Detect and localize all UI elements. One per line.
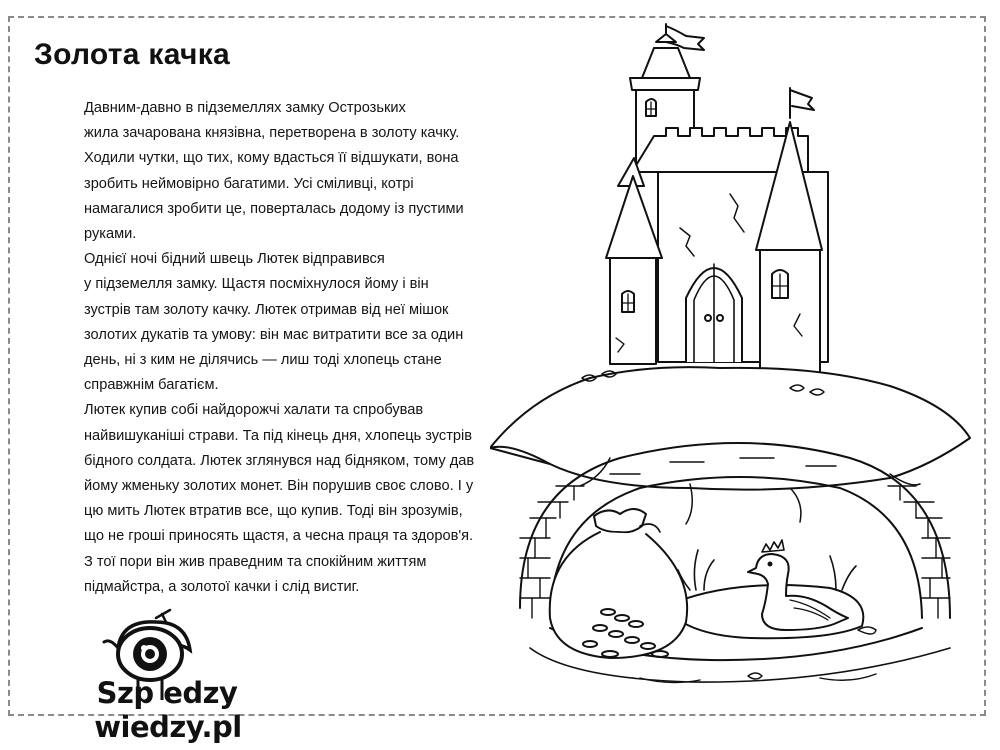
- text-line: Давним-давно в підземеллях замку Острозьких: [84, 100, 406, 116]
- text-line: у підземелля замку. Щастя посміхнулося йому і він: [84, 276, 429, 293]
- story-text: [34, 96, 475, 600]
- paragraph-3: [34, 398, 475, 600]
- text-line: руками.: [84, 226, 137, 243]
- text-line: Лютек купив собі найдорожчі халати та спробував: [84, 402, 424, 419]
- text-line: йому жменьку золотих монет. Він порушив своє слово. І у: [84, 478, 474, 495]
- logo-line-2: wiedzy.pl: [94, 710, 242, 744]
- text-line: бідного солдата. Лютек зглянувся над бідняком, тому дав: [84, 452, 475, 469]
- text-line: Однієї ночі бідний швець Лютек відправився: [84, 251, 385, 268]
- text-line: зустрів там золоту качку. Лютек отримав від неї мішок: [84, 301, 449, 318]
- text-line: найвишуканіші страви. Та під кінець дня, хлопець зустрів: [84, 427, 473, 444]
- text-line: що не гроші приносять щастя, а чесна праця та здоров'я.: [84, 528, 474, 545]
- bag-of-coins-icon: [550, 509, 687, 658]
- text-line: справжнім багатієм.: [84, 377, 219, 394]
- castle-icon: [606, 34, 828, 374]
- paragraph-1: [34, 96, 464, 247]
- text-line: жила зачарована князівна, перетворена в золоту качку.: [84, 125, 460, 142]
- szpiedzy-logo: [78, 608, 248, 748]
- text-line: Ходили чутки, що тих, кому вдасться її відшукати, вона: [84, 150, 459, 167]
- text-line: зробить неймовірно багатими. Усі сміливці, котрі: [84, 175, 414, 192]
- logo-line-1: Szp edzy: [96, 676, 238, 710]
- text-line: день, ні з ким не ділячись — лиш тоді хлопець стане: [84, 352, 442, 369]
- text-line: підмайстра, а золотої качки і слід вистиг.: [84, 578, 360, 595]
- castle-illustration: [490, 18, 980, 698]
- text-line: цю мить Лютек втратив все, що купив. Тоді він зрозумів,: [84, 503, 463, 520]
- page-title: Золота качка: [34, 38, 230, 71]
- text-line: намагалися зробити це, поверталась додому із пустими: [84, 200, 464, 217]
- paragraph-2: [34, 247, 464, 398]
- logo-wordmark: [78, 676, 248, 744]
- text-line: З тої пори він жив праведним та спокійним життям: [84, 553, 427, 570]
- text-line: золотих дукатів та умову: він має витратити все за один: [84, 326, 464, 343]
